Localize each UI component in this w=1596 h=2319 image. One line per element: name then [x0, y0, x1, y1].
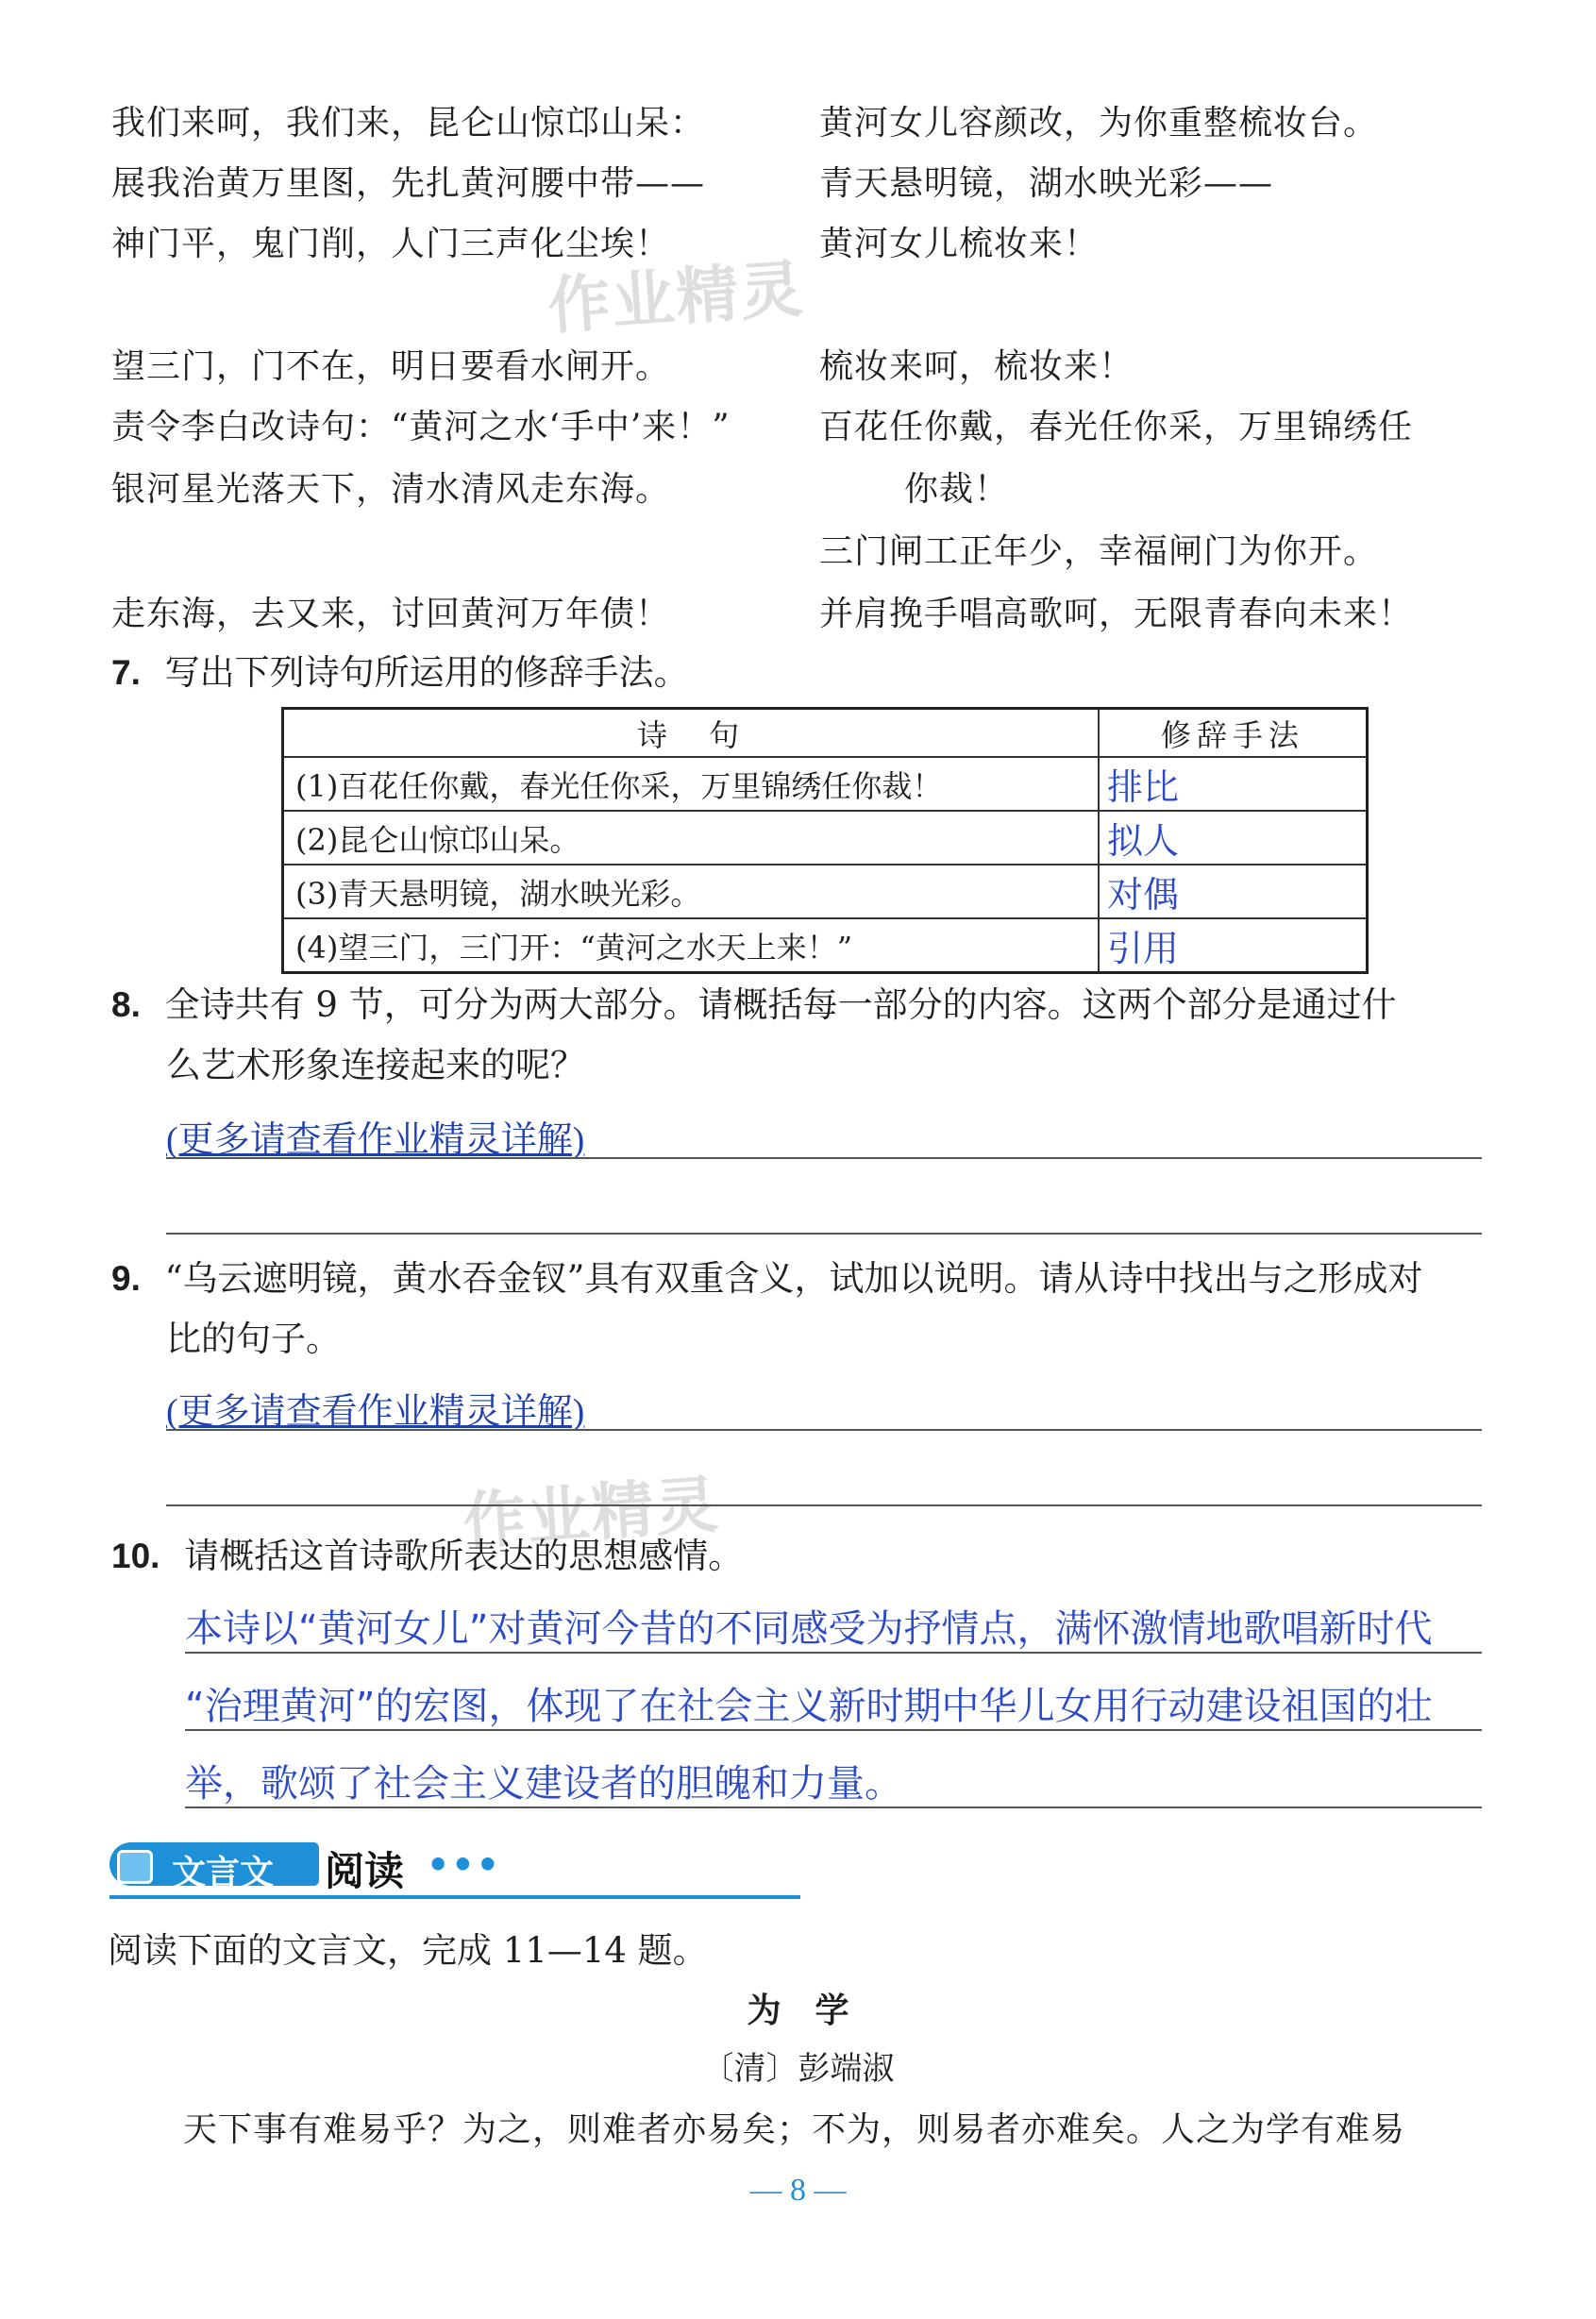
answer-line — [166, 1504, 1482, 1506]
answer-line — [185, 1729, 1482, 1731]
table-row — [283, 757, 1368, 811]
table-row — [283, 811, 1368, 865]
section-badge-label: 文言文 — [172, 1854, 275, 1892]
poem-right-line-2: 青天悬明镜，湖水映光彩—— — [819, 164, 1274, 203]
answer-line — [166, 1429, 1482, 1431]
essay-title: 为 学 — [747, 1991, 849, 2030]
question-text-line-2: 比的句子。 — [166, 1319, 341, 1359]
answer-line — [185, 1806, 1482, 1808]
table-cell-answer[interactable]: 拟人 — [1099, 811, 1368, 865]
poem-left-line-3: 神门平，鬼门削，人门三声化尘埃！ — [111, 225, 671, 263]
answer-detail-link[interactable]: (更多请查看作业精灵详解) — [166, 1120, 585, 1160]
table-cell-answer[interactable]: 排比 — [1099, 757, 1368, 811]
page-number: — 8 — — [749, 2173, 847, 2208]
question-text: 写出下列诗句所运用的修辞手法。 — [164, 652, 689, 693]
question-text: 请概括这首诗歌所表达的思想感情。 — [184, 1536, 744, 1576]
section-instruction: 阅读下面的文言文，完成 11—14 题。 — [108, 1930, 708, 1971]
poem-right-line-8: 并肩挽手唱高歌呵，无限青春向未来！ — [819, 595, 1414, 633]
answer-line — [166, 1157, 1482, 1159]
question-7 — [111, 644, 689, 695]
question-number: 10. — [111, 1537, 160, 1575]
book-icon — [117, 1850, 153, 1884]
answer-detail-link[interactable]: (更多请查看作业精灵详解) — [166, 1392, 585, 1432]
table-header-row — [283, 709, 1368, 758]
rhetoric-table — [281, 707, 1369, 974]
table-cell-answer[interactable]: 对偶 — [1099, 865, 1368, 918]
table-header-device: 修辞手法 — [1099, 709, 1368, 758]
poem-right-line-6: 你裁！ — [904, 470, 1010, 509]
table-row — [283, 918, 1368, 973]
answer-text-line-1: 本诗以“黄河女儿”对黄河今昔的不同感受为抒情点，满怀激情地歌唱新时代 — [185, 1607, 1433, 1651]
poem-right-line-7: 三门闸工正年少，幸福闸门为你开。 — [819, 532, 1379, 571]
poem-left-line-1: 我们来呵，我们来，昆仑山惊邙山呆： — [111, 104, 706, 143]
poem-right-line-4: 梳妆来呵，梳妆来！ — [819, 347, 1134, 386]
question-number: 7. — [111, 653, 141, 692]
section-title: 阅读 — [325, 1848, 405, 1894]
table-cell-answer[interactable]: 引用 — [1099, 918, 1368, 973]
watermark: 作业精灵 — [546, 252, 807, 344]
question-8 — [111, 976, 1397, 1027]
question-text-line-1: 全诗共有 9 节，可分为两大部分。请概括每一部分的内容。这两个部分是通过什 — [164, 984, 1397, 1025]
question-text-line-2: 么艺术形象连接起来的呢？ — [166, 1045, 585, 1085]
table-row — [283, 865, 1368, 918]
answer-line — [166, 1233, 1482, 1235]
question-10 — [111, 1527, 743, 1578]
table-cell-poem: (1)百花任你戴，春光任你采，万里锦绣任你裁！ — [283, 757, 1100, 811]
question-text-line-1: “乌云遮明镜，黄水吞金钗”具有双重含义，试加以说明。请从诗中找出与之形成对 — [164, 1258, 1423, 1299]
question-number: 8. — [111, 985, 141, 1024]
answer-text-line-3: 举，歌颂了社会主义建设者的胆魄和力量。 — [185, 1762, 902, 1806]
poem-right-line-3: 黄河女儿梳妆来！ — [819, 225, 1100, 263]
section-dots: ••• — [427, 1843, 501, 1886]
essay-author: 〔清〕彭端淑 — [701, 2050, 895, 2088]
poem-left-line-4: 望三门，门不在，明日要看水闸开。 — [111, 347, 671, 386]
essay-first-line: 天下事有难易乎？为之，则难者亦易矣；不为，则易者亦难矣。人之为学有难易 — [183, 2110, 1406, 2149]
table-header-poem: 诗 句 — [283, 709, 1100, 758]
watermark: 作业精灵 — [461, 1468, 722, 1559]
question-9 — [111, 1250, 1422, 1301]
poem-left-line-2: 展我治黄万里图，先扎黄河腰中带—— — [111, 164, 706, 203]
poem-right-line-1: 黄河女儿容颜改，为你重整梳妆台。 — [819, 104, 1379, 143]
question-number: 9. — [111, 1259, 141, 1298]
poem-left-line-7: 走东海，去又来，讨回黄河万年债！ — [111, 595, 671, 633]
table-cell-poem: (4)望三门，三门开：“黄河之水天上来！” — [283, 918, 1100, 973]
table-cell-poem: (3)青天悬明镜，湖水映光彩。 — [283, 865, 1100, 918]
poem-left-line-6: 银河星光落天下，清水清风走东海。 — [111, 470, 671, 509]
answer-line — [185, 1652, 1482, 1654]
section-underline — [109, 1895, 800, 1899]
answer-text-line-2: “治理黄河”的宏图，体现了在社会主义新时期中华儿女用行动建设祖国的壮 — [185, 1685, 1433, 1728]
poem-left-line-5: 责令李白改诗句：“黄河之水‘手中’来！” — [111, 408, 731, 446]
poem-right-line-5: 百花任你戴，春光任你采，万里锦绣任 — [819, 408, 1414, 446]
table-cell-poem: (2)昆仑山惊邙山呆。 — [283, 811, 1100, 865]
